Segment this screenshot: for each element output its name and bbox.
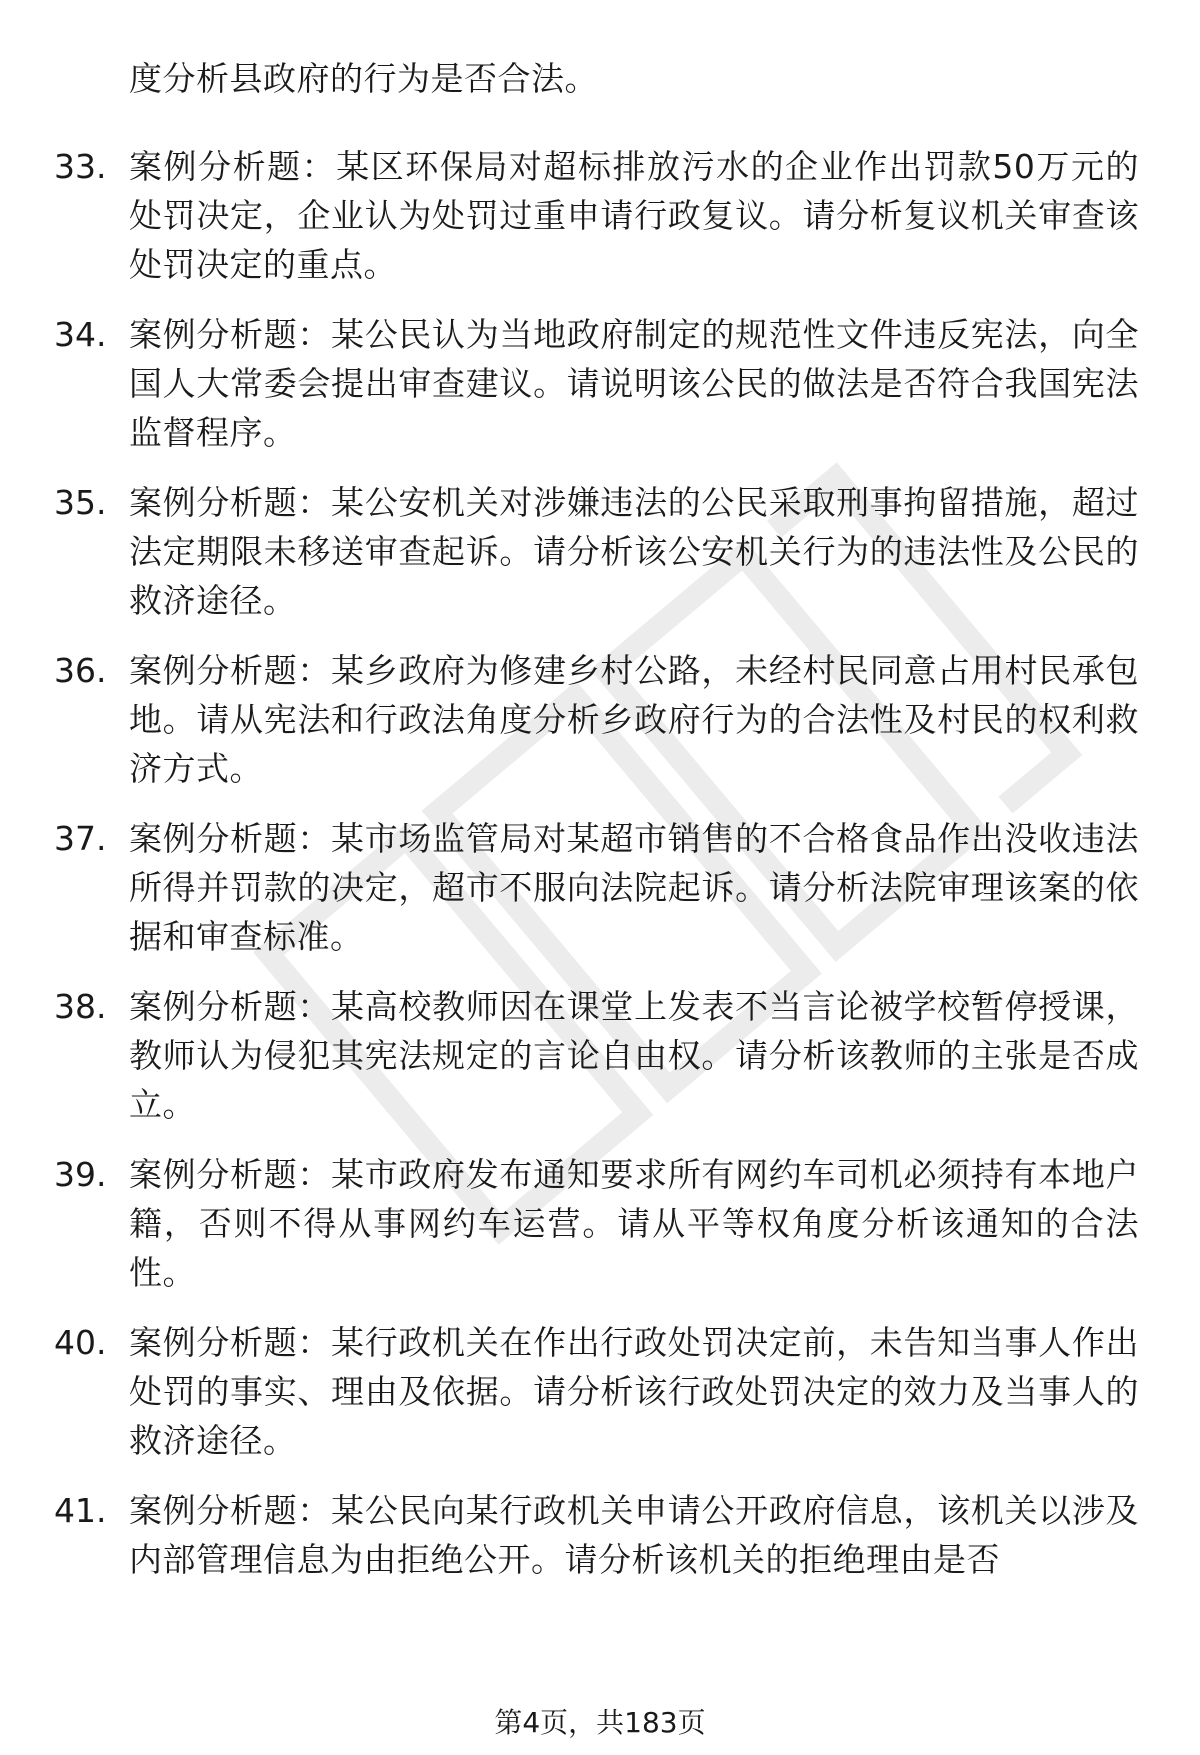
question-number: 38. (54, 987, 107, 1026)
question-item (0, 982, 1200, 1135)
question-number: 37. (54, 819, 107, 858)
question-item (0, 310, 1200, 463)
question-text: 案例分析题：某公安机关对涉嫌违法的公民采取刑事拘留措施，超过法定期限未移送审查起诉。请分析该公安机关行为的违法性及公民的救济途径。 (129, 483, 1139, 620)
question-number: 41. (54, 1491, 107, 1530)
question-item (0, 646, 1200, 799)
question-text: 案例分析题：某市场监管局对某超市销售的不合格食品作出没收违法所得并罚款的决定，超市不服向法院起诉。请分析法院审理该案的依据和审查标准。 (129, 819, 1139, 956)
continuation-text: 度分析县政府的行为是否合法。 (129, 59, 598, 98)
question-text: 案例分析题：某行政机关在作出行政处罚决定前，未告知当事人作出处罚的事实、理由及依据。请分析该行政处罚决定的效力及当事人的救济途径。 (129, 1323, 1139, 1460)
question-number: 36. (54, 651, 107, 690)
question-item (0, 142, 1200, 295)
question-number: 39. (54, 1155, 107, 1194)
question-number: 40. (54, 1323, 107, 1362)
question-item (0, 1486, 1200, 1639)
question-text: 案例分析题：某市政府发布通知要求所有网约车司机必须持有本地户籍，否则不得从事网约车运营。请从平等权角度分析该通知的合法性。 (129, 1155, 1139, 1292)
question-text: 案例分析题：某区环保局对超标排放污水的企业作出罚款50万元的处罚决定，企业认为处罚过重申请行政复议。请分析复议机关审查该处罚决定的重点。 (129, 147, 1139, 284)
question-item (0, 1150, 1200, 1303)
question-text: 案例分析题：某乡政府为修建乡村公路，未经村民同意占用村民承包地。请从宪法和行政法角度分析乡政府行为的合法性及村民的权利救济方式。 (129, 651, 1139, 788)
question-text: 案例分析题：某高校教师因在课堂上发表不当言论被学校暂停授课，教师认为侵犯其宪法规定的言论自由权。请分析该教师的主张是否成立。 (129, 987, 1139, 1124)
question-number: 33. (54, 147, 107, 186)
question-list (0, 142, 1200, 1654)
question-item (0, 478, 1200, 631)
question-number: 34. (54, 315, 107, 354)
question-text: 案例分析题：某公民认为当地政府制定的规范性文件违反宪法，向全国人大常委会提出审查建议。请说明该公民的做法是否符合我国宪法监督程序。 (129, 315, 1139, 452)
question-item (0, 814, 1200, 967)
question-item (0, 1318, 1200, 1471)
page-footer: 第4页，共183页 (494, 1706, 706, 1739)
question-text: 案例分析题：某公民向某行政机关申请公开政府信息，该机关以涉及内部管理信息为由拒绝公开。请分析该机关的拒绝理由是否 (129, 1491, 1139, 1579)
question-number: 35. (54, 483, 107, 522)
